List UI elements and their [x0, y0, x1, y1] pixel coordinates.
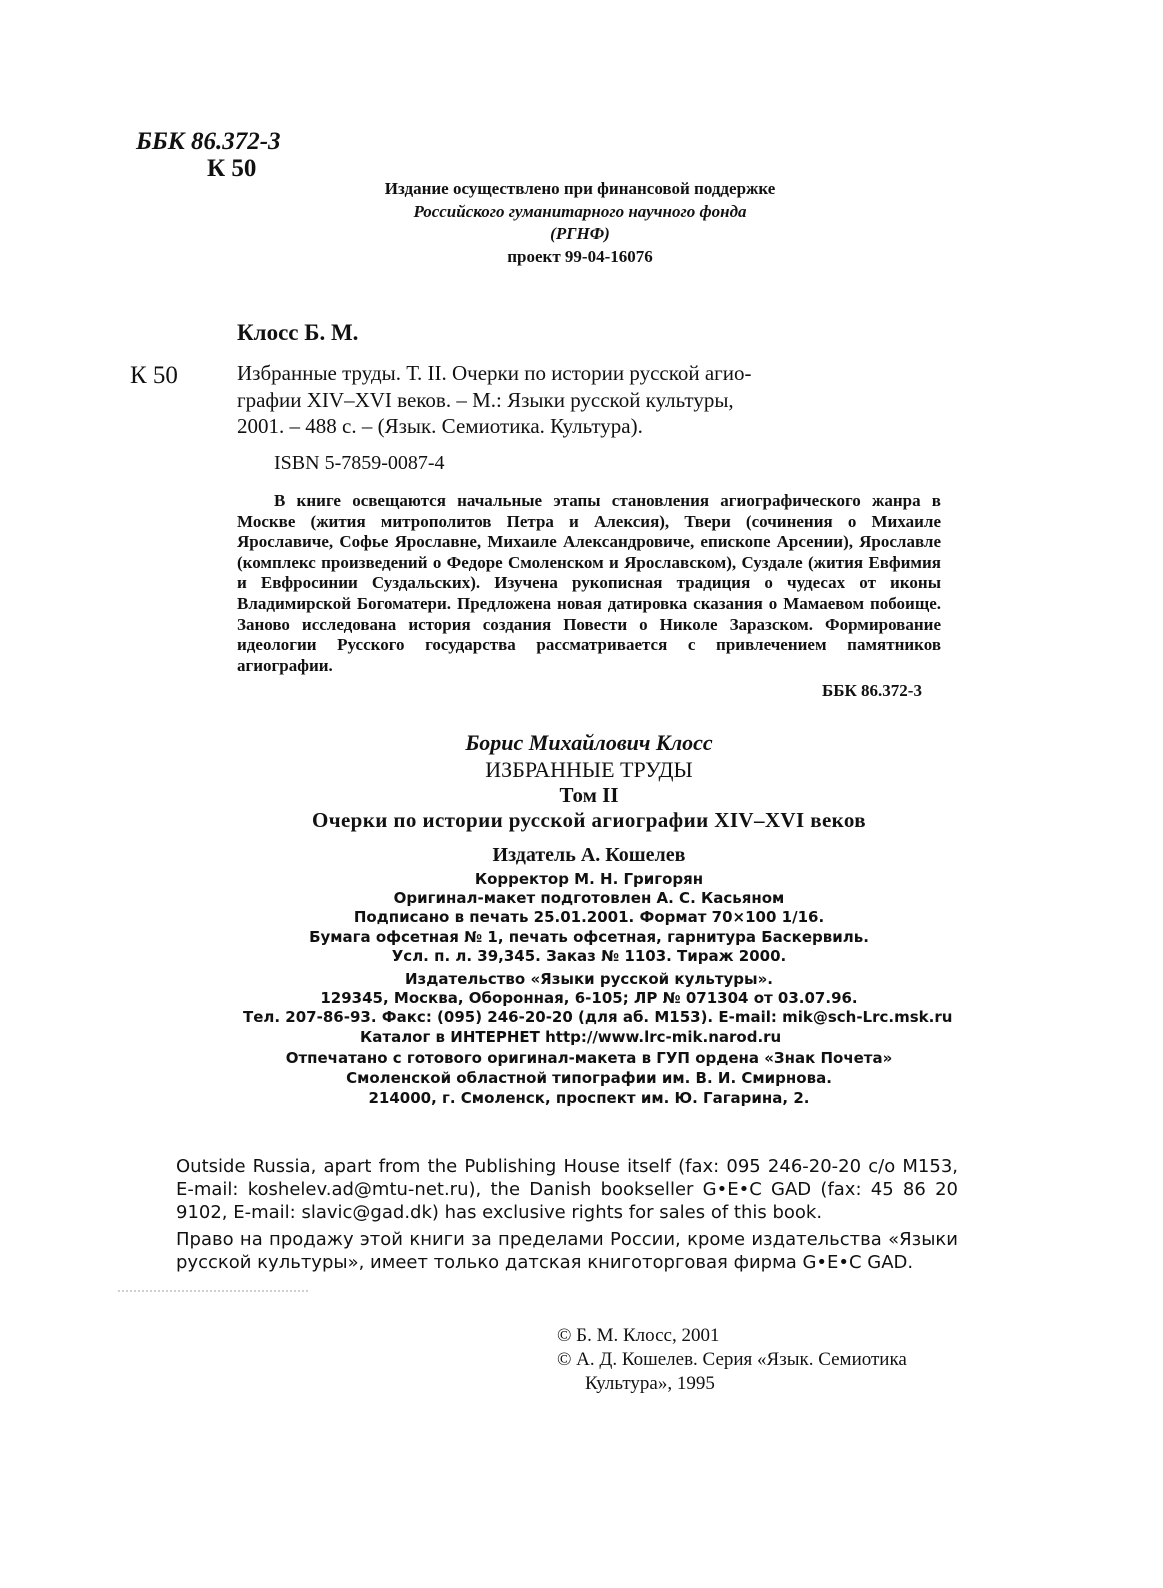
abstract-bbk-index: ББК 86.372-3: [822, 681, 922, 700]
book-abstract: В книге освещаются начальные этапы становления агиографического жанра в Москве (жития митрополитов Петра и Алексия), Твери (сочинения о Михаиле Ярославиче, Софье Ярославне, Михаиле Александровиче, епископе Арсении), Ярославле (комплекс произведений о Федоре Смоленском и Ярославском), Суздале (жития Евфимия и Евфросинии Суздальских). Изучена рукописная традиция о чудесах от иконы Владимирской Богоматери. Предложена новая датировка сказания о Мамаевом побоище. Заново исследована история создания Повести о Николе Заразском. Формирование идеологии Русского государства рассматривается с привлечением памятников агиографии.: [237, 491, 941, 675]
print-line: Смоленской областной типографии им. В. И. Смирнова.: [346, 1069, 832, 1087]
house-contact-line: Тел. 207-86-93. Факс: (095) 246-20-20 (для аб. М153). E-mail: mik@sch-Lrc.msk.ru: [243, 1008, 953, 1027]
copyright-line-3: Культура», 1995: [585, 1373, 715, 1394]
funding-line-2: Российского гуманитарного научного фонда: [413, 201, 747, 221]
faint-divider: [118, 1290, 308, 1292]
colophon-author: Борис Михайлович Клосс: [465, 730, 713, 755]
print-line: Отпечатано с готового оригинал-макета в ГУП ордена «Знак Почета»: [285, 1049, 893, 1067]
funding-notice: [300, 178, 860, 268]
bib-line-2: графии XIV–XVI веков. – М.: Языки русской культуры,: [237, 387, 734, 412]
copyright-block: [557, 1324, 907, 1396]
funding-line-1: Издание осуществлено при финансовой поддержке: [384, 179, 776, 198]
house-catalog-url: Каталог в ИНТЕРНЕТ http://www.lrc-mik.narod.ru: [360, 1027, 782, 1046]
catalog-author-mark: К 50: [130, 362, 178, 389]
bibliographic-description: [237, 360, 941, 440]
colophon-title: ИЗБРАННЫЕ ТРУДЫ: [485, 757, 693, 782]
catalog-author-heading: Клосс Б. М.: [237, 320, 359, 345]
house-line: 129345, Москва, Оборонная, 6-105; ЛР № 071304 от 03.07.96.: [320, 989, 858, 1008]
author-mark-top: К 50: [207, 155, 257, 182]
house-line: Издательство «Языки русской культуры».: [405, 970, 773, 988]
rights-english: Outside Russia, apart from the Publishing House itself (fax: 095 246-20-20 c/o M153, E-mail: koshelev.ad@mtu-net.ru), the Danish bookseller G•E•C GAD (fax: 45 86 20 9102, E-mail: slavic@gad.dk) has exclusive rights for sales of this book.: [176, 1156, 958, 1223]
tech-line: Бумага офсетная № 1, печать офсетная, гарнитура Баскервиль.: [309, 927, 869, 946]
tech-line: Подписано в печать 25.01.2001. Формат 70×100 1/16.: [353, 908, 825, 927]
colophon-publisher: Издатель А. Кошелев: [492, 844, 686, 866]
tech-line: Корректор М. Н. Григорян: [474, 870, 704, 888]
bbk-index-top: ББК 86.372-3: [136, 128, 281, 155]
funding-line-3: (РГНФ): [550, 224, 610, 243]
printing-house-details: [237, 1048, 941, 1108]
publishing-house-details: [237, 970, 953, 1047]
bib-line-1: Избранные труды. Т. II. Очерки по истории русской агио-: [237, 361, 752, 385]
tech-line: Оригинал-макет подготовлен А. С. Касьяном: [393, 889, 785, 908]
isbn: ISBN 5-7859-0087-4: [274, 452, 445, 474]
funding-project-number: проект 99-04-16076: [507, 246, 653, 266]
colophon-volume: Том II: [559, 783, 619, 807]
colophon-subtitle: Очерки по истории русской агиографии XIV–XVI веков: [311, 808, 867, 832]
colophon: [237, 728, 941, 869]
copyright-line-1: © Б. М. Клосс, 2001: [557, 1325, 720, 1346]
bib-line-3: 2001. – 488 с. – (Язык. Семиотика. Культура).: [237, 414, 643, 438]
rights-russian: Право на продажу этой книги за пределами России, кроме издательства «Языки русской культуры», имеет только датская книготорговая фирма G•E•C GAD.: [176, 1229, 958, 1273]
technical-details: [237, 870, 941, 966]
copyright-line-2: © А. Д. Кошелев. Серия «Язык. Семиотика: [557, 1349, 907, 1370]
tech-line: Усл. п. л. 39,345. Заказ № 1103. Тираж 2000.: [391, 946, 787, 965]
print-line: 214000, г. Смоленск, проспект им. Ю. Гагарина, 2.: [368, 1089, 810, 1107]
